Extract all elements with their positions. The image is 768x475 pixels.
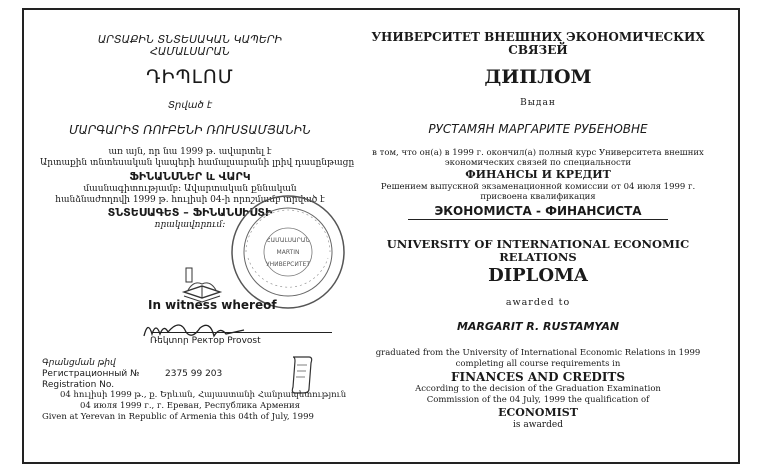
specialty-en: FINANCES AND CREDITS <box>450 370 626 384</box>
specialty-hy: ՖԻՆԱՆՍՆԵՐ և ՎԱՐԿ <box>129 170 251 183</box>
qualification-ru-underline <box>408 219 668 220</box>
decision-en-line1: According to the decision of the Graduation Examination <box>415 384 661 394</box>
specialty-ru: ФИНАНСЫ И КРЕДИТ <box>465 168 611 181</box>
seal-text-2: MARTIN <box>276 249 300 256</box>
university-name-hy-line2: ՀԱՄԱԼՍԱՐԱՆ <box>150 45 230 58</box>
diploma-title-ru: ДИПЛОМ <box>484 66 592 88</box>
body-en-line1: graduated from the University of International Economic Relations in 1999 <box>375 348 701 358</box>
university-name-en-line1: UNIVERSITY OF INTERNATIONAL ECONOMIC <box>386 237 690 251</box>
diploma-title-hy: ԴԻՊԼՈՄ <box>146 66 234 88</box>
recipient-name-ru: РУСТАМЯН МАРГАРИТЕ РУБЕНОВНЕ <box>428 122 648 136</box>
diploma-title-en: DIPLOMA <box>488 265 588 286</box>
university-name-ru-line1: УНИВЕРСИТЕТ ВНЕШНИХ ЭКОНОМИЧЕСКИХ <box>371 30 705 44</box>
body-en-line2: completing all course requirements in <box>455 359 621 369</box>
given-text-hy: 04 հուլիսի 1999 թ., ք. Երևան, Հայաստանի Հանրապետություն <box>60 390 347 400</box>
scroll-stamp-icon <box>287 353 315 395</box>
registration-label-hy: Գրանցման թիվ <box>42 358 116 368</box>
given-text-ru: 04 июля 1999 г., г. Ереван, Республика Армения <box>80 401 301 411</box>
decision-ru-line1: Решением выпускной экзаменационной комиссии от 04 июля 1999 г. <box>380 182 696 192</box>
university-name-hy-line1: ԱՐՏԱՔԻՆ ՏՆՏԵՍԱԿԱՆ ԿԱՊԵՐԻ <box>97 33 283 46</box>
awarded-to-label: awarded to <box>505 297 571 308</box>
recipient-name-en: MARGARIT R. RUSTAMYAN <box>456 320 620 333</box>
signature-line <box>152 332 332 333</box>
university-name-en-line2: RELATIONS <box>499 250 577 264</box>
seal-text-1: ՀԱՄԱԼՍԱՐԱՆ <box>266 237 310 244</box>
qualification-en: ECONOMIST <box>498 406 578 419</box>
university-name-ru-line2: СВЯЗЕЙ <box>508 43 568 57</box>
qualification-ru: ЭКОНОМИСТА - ФИНАНСИСТА <box>434 204 642 218</box>
registration-number: 2375 99 203 <box>165 369 223 379</box>
registration-label-en: Registration No. <box>42 380 115 390</box>
rector-label: Ռեկտոր Ректор Provost <box>150 336 261 346</box>
body-ru-line1: в том, что он(а) в 1999 г. окончил(а) полный курс Университета внешних <box>372 148 704 158</box>
is-awarded-label: is awarded <box>513 420 563 430</box>
qualification-hy: ՏՆՏԵՍԱԳԵՏ – ՖԻՆԱՆՍԻՍՏԻ <box>107 206 273 219</box>
registration-label-ru: Регистрационный № <box>42 369 140 379</box>
body-ru-line2: экономических связей по специальности <box>444 158 632 168</box>
body-hy-line1: առ այն, որ նա 1999 թ. ավարտել է <box>108 147 272 157</box>
body-hy-line5: որակավորում։ <box>154 220 226 230</box>
decision-ru-line2: присвоена квалификация <box>480 192 596 202</box>
issued-label-hy: Տրված է <box>167 100 213 111</box>
body-hy-line2: Արտաքին տնտեսական կապերի համալսարանի լրիվ դասընթացը <box>40 158 355 168</box>
seal-text-3: УНИВЕРСИТЕТ <box>266 261 310 268</box>
decision-en-line2: Commission of the 04 July, 1999 the qualification of <box>426 395 650 405</box>
witness-text: In witness whereof <box>148 298 277 312</box>
recipient-name-hy: ՄԱՐԳԱՐԻՏ ՌՈՒԲԵՆԻ ՌՈՒՍՏԱՄՅԱՆԻՆ <box>69 123 311 137</box>
body-hy-line4: հանձնաժողովի 1999 թ. հուլիսի 04-ի որոշմամբ տրված է <box>55 195 325 205</box>
university-seal <box>228 192 348 312</box>
issued-label-ru: Выдан <box>520 98 556 108</box>
given-text-en: Given at Yerevan in Republic of Armenia this 04th of July, 1999 <box>42 412 314 422</box>
body-hy-line3: մասնագիտությամբ։ Ավարտական քննական <box>83 184 297 194</box>
